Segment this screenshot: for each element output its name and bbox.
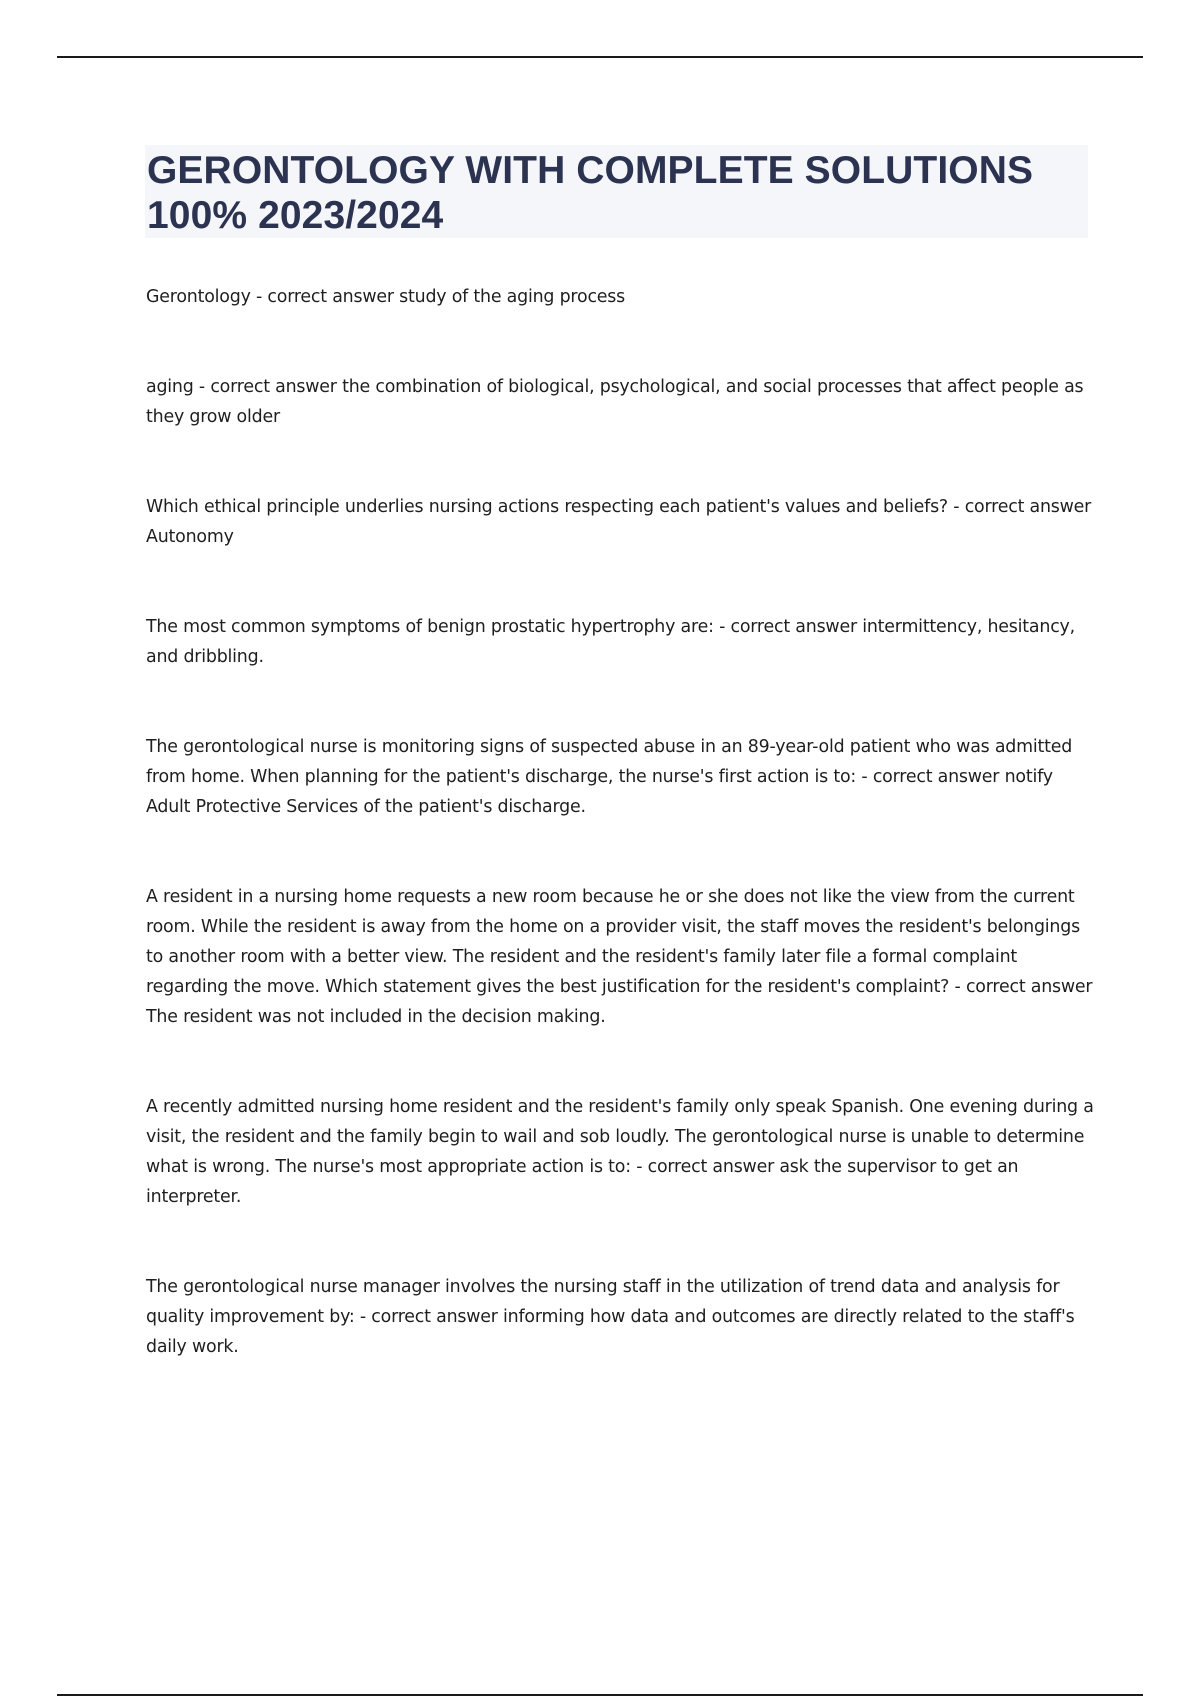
qa-item: Which ethical principle underlies nursing actions respecting each patient's values and beliefs? - correct answer Autonomy <box>146 497 1092 547</box>
qa-item: A recently admitted nursing home resident and the resident's family only speak Spanish. One evening during a visit, the resident and the family begin to wail and sob loudly. The gerontological nurse is unable to determine what is wrong. The nurse's most appropriate action is to: - correct answer ask the supervisor to get an interpreter. <box>146 1097 1094 1207</box>
qa-item: The most common symptoms of benign prostatic hypertrophy are: - correct answer intermittency, hesitancy, and dribbling. <box>146 617 1075 667</box>
qa-item: aging - correct answer the combination of biological, psychological, and social processes that affect people as they grow older <box>146 377 1084 427</box>
top-rule <box>57 56 1143 58</box>
qa-item: Gerontology - correct answer study of the aging process <box>146 287 626 307</box>
bottom-rule <box>57 1694 1143 1696</box>
qa-item: The gerontological nurse is monitoring signs of suspected abuse in an 89-year-old patient who was admitted from home. When planning for the patient's discharge, the nurse's first action is to: - correct answer notify Adult Protective Services of the patient's discharge. <box>146 737 1073 817</box>
qa-item: The gerontological nurse manager involves the nursing staff in the utilization of trend data and analysis for quality improvement by: - correct answer informing how data and outcomes are directly related to the staff's daily work. <box>146 1277 1075 1357</box>
title-block <box>145 145 1088 238</box>
document-title: GERONTOLOGY WITH COMPLETE SOLUTIONS 100% 2023/2024 <box>147 149 1034 237</box>
qa-item: A resident in a nursing home requests a new room because he or she does not like the view from the current room. While the resident is away from the home on a provider visit, the staff moves the resident's belongings to another room with a better view. The resident and the resident's family later file a formal complaint regarding the move. Which statement gives the best justification for the resident's complaint? - correct answer The resident was not included in the decision making. <box>146 887 1093 1027</box>
qa-list <box>146 282 1096 1422</box>
